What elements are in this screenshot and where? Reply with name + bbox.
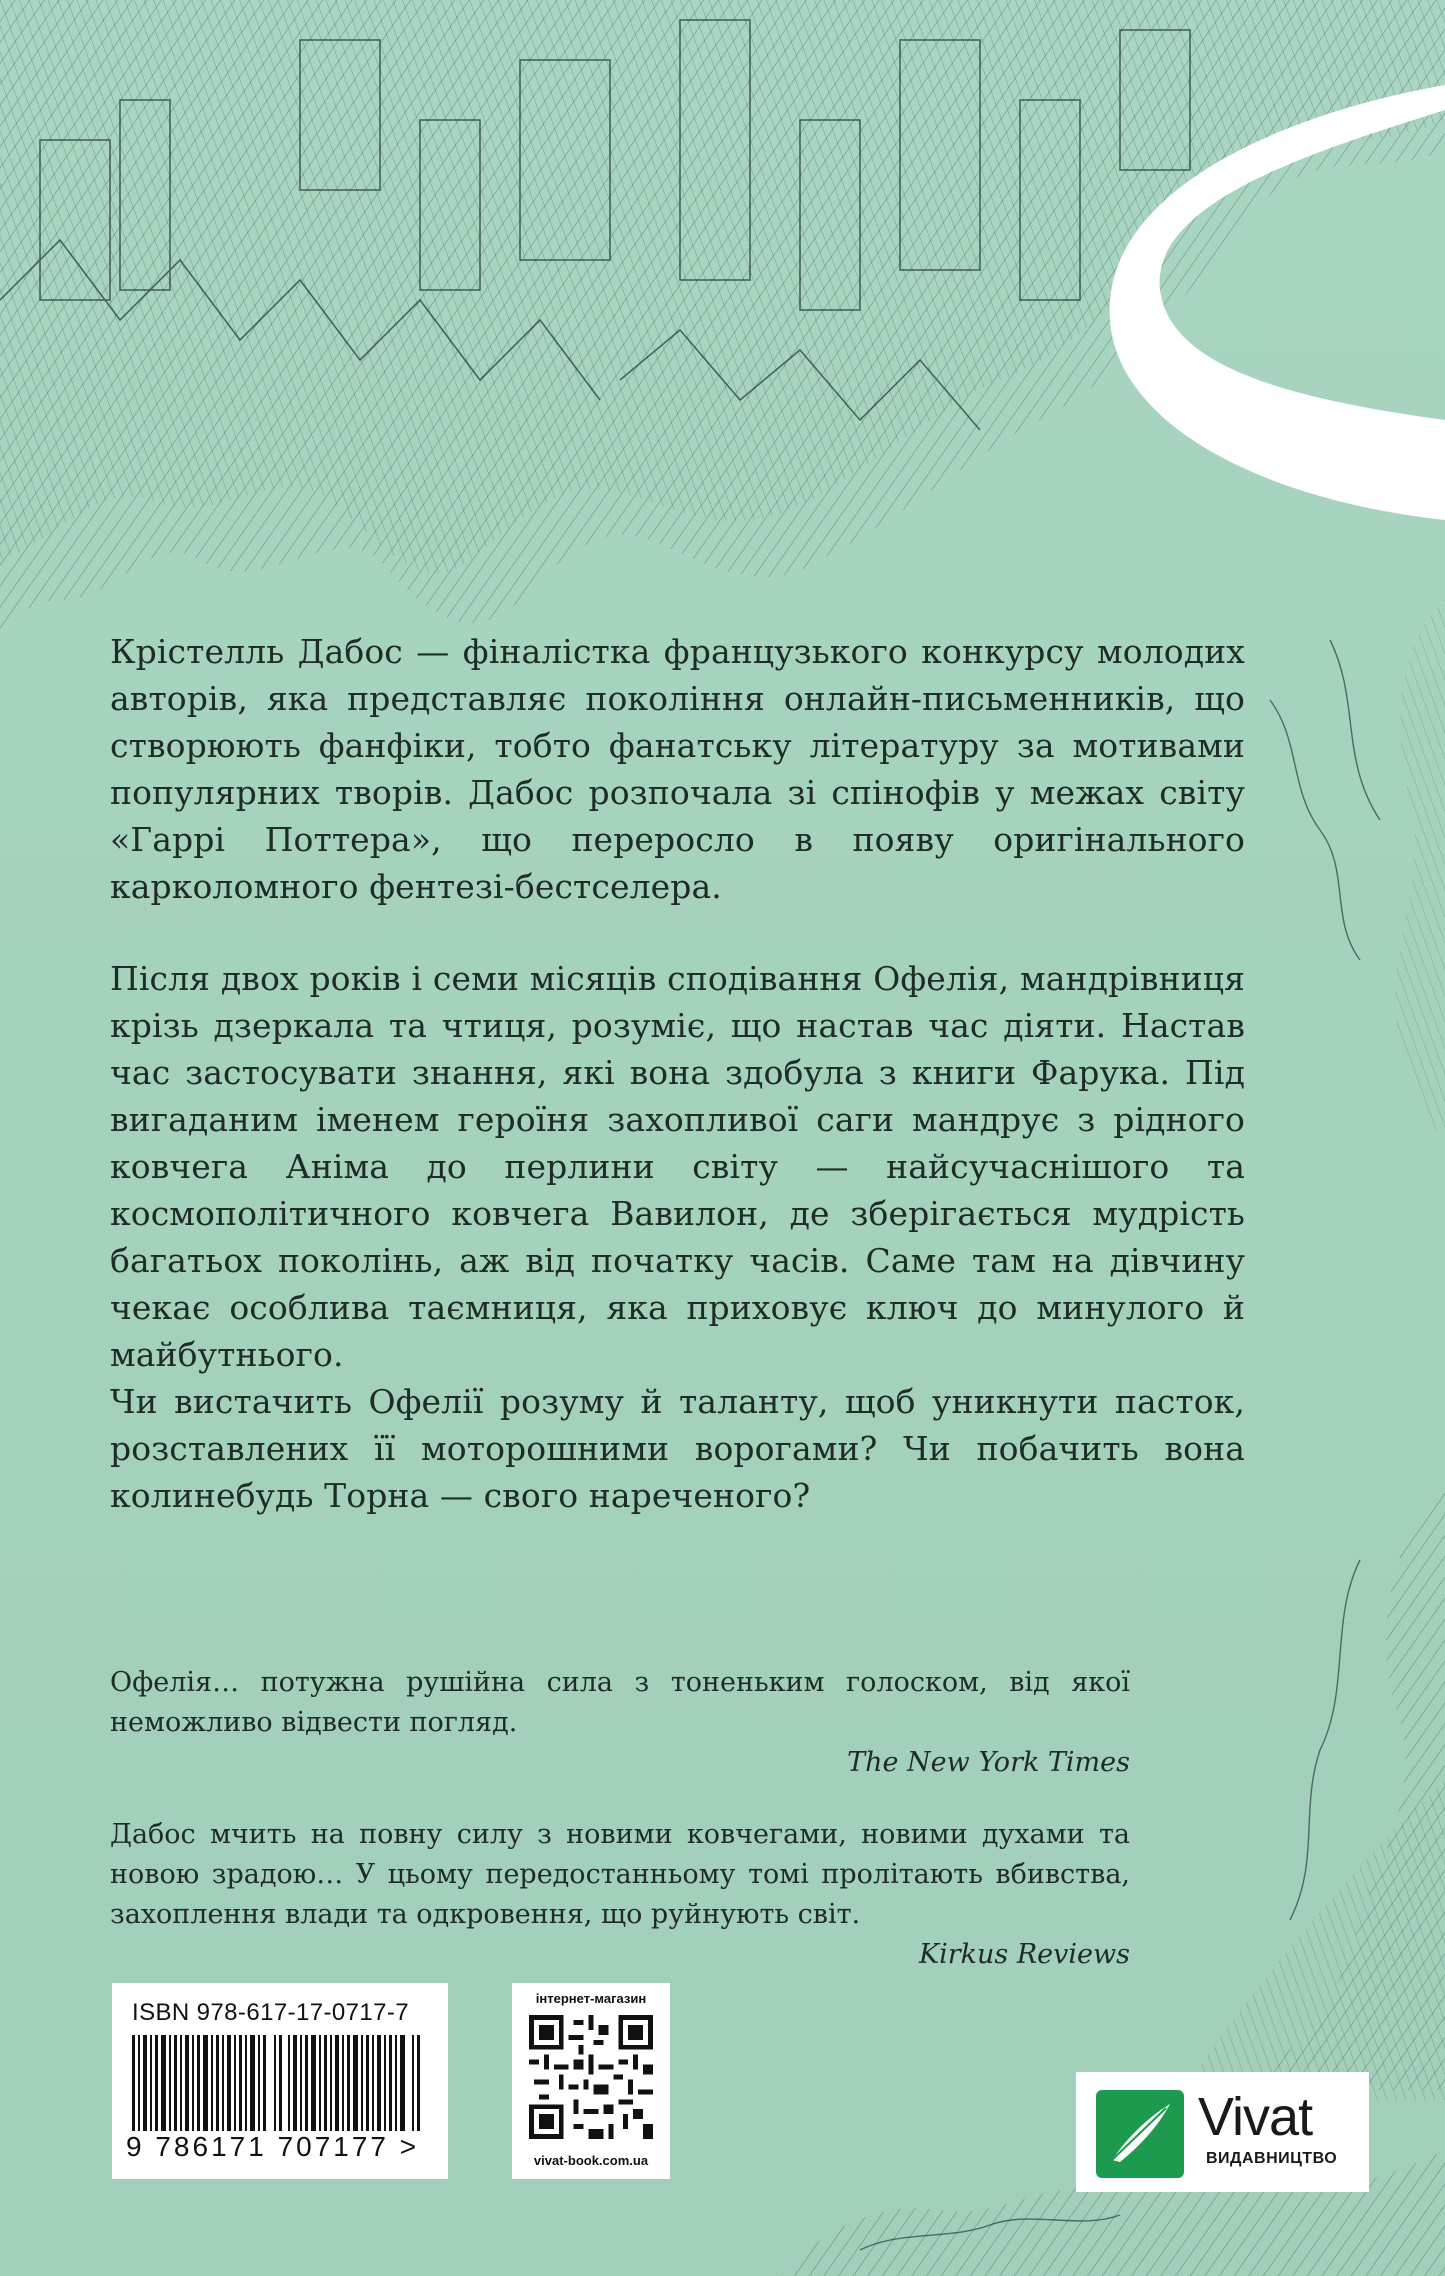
synopsis-question-paragraph: Чи вистачить Офелії розуму й таланту, щоб уникнути пасток, розставлених її моторошними ворогами? Чи побачить вона колинебудь Торна — свого нареченого?	[110, 1382, 1245, 1515]
isbn-barcode-block	[112, 1983, 448, 2179]
publisher-logo	[1076, 2072, 1369, 2192]
barcode-number: 9 786171 707177 >	[126, 2131, 420, 2162]
publisher-name: Vivat	[1198, 2087, 1313, 2147]
vivat-feather-icon	[1096, 2090, 1184, 2178]
isbn-label: ISBN 978-617-17-0717-7	[132, 1999, 409, 2026]
review-quote	[110, 1815, 1130, 1975]
review-quote	[110, 1663, 1130, 1783]
qr-url-label: vivat-book.com.ua	[533, 2153, 649, 2168]
review-source: The New York Times	[847, 1747, 1130, 1778]
synopsis	[110, 955, 1245, 1519]
publisher-subtitle: ВИДАВНИЦТВО	[1206, 2150, 1338, 2167]
review-source: Kirkus Reviews	[918, 1939, 1130, 1970]
qr-code[interactable]	[529, 2015, 653, 2139]
review-text: Офелія… потужна рушійна сила з тоненьким голоском, від якої неможливо відвести погляд.	[110, 1667, 1130, 1738]
author-bio-paragraph: Крістелль Дабос — фіналістка французького конкурсу молодих авторів, яка представляє покоління онлайн-письменників, що створюють фанфіки, тобто фанатську літературу за мотивами популярних творів. Дабос розпочала зі спінофів у межах світу «Гаррі Поттера», що переросло в появу оригінального карколомного фентезі-бестселера.	[110, 632, 1245, 906]
barcode	[132, 2035, 432, 2145]
qr-code-block[interactable]	[512, 1983, 670, 2179]
review-text: Дабос мчить на повну силу з новими ковчегами, новими духами та новою зрадою… У цьому передостанньому томі пролітають вбивства, захоплення влади та одкровення, що руйнують світ.	[110, 1819, 1130, 1930]
qr-top-label: інтернет-магазин	[535, 1991, 647, 2006]
synopsis-paragraph: Після двох років і семи місяців сподівання Офелія, мандрівниця крізь дзеркала та чтиця, розуміє, що настав час діяти. Настав час застосувати знання, які вона здобула з книги Фарука. Під вигаданим іменем героїня захопливої саги мандрує з рідного ковчега Аніма до перлини світу — найсучаснішого та космополітичного ковчега Вавилон, де зберігається мудрість багатьох поколінь, аж від початку часів. Саме там на дівчину чекає особлива таємниця, яка приховує ключ до минулого й майбутнього.	[110, 959, 1245, 1374]
